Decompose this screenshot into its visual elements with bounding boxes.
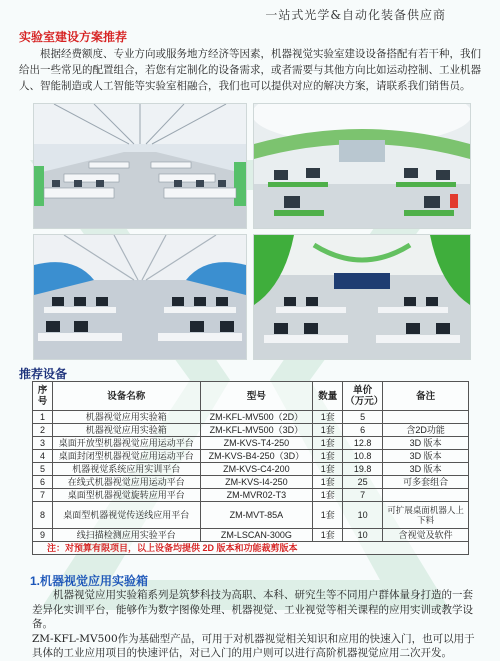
table-row [33,502,469,529]
company-tagline: 一站式光学&自动化装备供应商 [265,8,446,22]
table-footnote: 注：对预算有限项目，以上设备均提供 2D 版本和功能裁剪版本 [33,542,469,555]
cell-no: 5 [33,463,53,476]
product-paragraph-2: ZM-KFL-MV500作为基础型产品，可用于对机器视觉相关知识和应用的快速入门，也可以用于具体的工业应用项目的快速评估，对已入门的用户则可以进行高阶机器视觉应用二次开发。 [32,632,475,659]
cell-note: 含视觉及软件 [383,529,469,542]
cell-qty: 1套 [313,489,343,502]
cell-note [383,489,469,502]
table-row [33,411,469,424]
cell-qty: 1套 [313,529,343,542]
cell-qty: 1套 [313,463,343,476]
cell-no: 8 [33,502,53,529]
lab-photo-2 [253,103,471,229]
cell-name: 桌面封闭型机器视觉应用运动平台 [52,450,200,463]
cell-note: 3D 版本 [383,463,469,476]
column-header-note: 备注 [383,382,469,411]
cell-price: 7 [343,489,383,502]
cell-qty: 1套 [313,450,343,463]
cell-price: 19.8 [343,463,383,476]
cell-model: ZM-MVR02-T3 [200,489,313,502]
cell-name: 机器视觉系统应用实训平台 [52,463,200,476]
equipment-table [32,381,469,555]
table-row [33,476,469,489]
cell-price: 12.8 [343,437,383,450]
cell-note: 3D 版本 [383,450,469,463]
lab-photo-3 [33,234,247,360]
cell-price: 6 [343,424,383,437]
column-header-price: 单价（万元） [343,382,383,411]
cell-note: 可扩展桌面机器人上下料 [383,502,469,529]
cell-name: 在线式机器视觉应用运动平台 [52,476,200,489]
table-footnote-row [33,542,469,555]
cell-model: ZM-KVS-T4-250 [200,437,313,450]
cell-note: 可多套组合 [383,476,469,489]
cell-note [383,411,469,424]
cell-price: 10 [343,502,383,529]
cell-no: 7 [33,489,53,502]
product-description [32,588,482,661]
cell-price: 5 [343,411,383,424]
cell-name: 机器视觉应用实验箱 [52,411,200,424]
cell-model: ZM-KVS-I4-250 [200,476,313,489]
cell-model: ZM-KFL-MV500（3D） [200,424,313,437]
cell-qty: 1套 [313,502,343,529]
cell-no: 2 [33,424,53,437]
cell-no: 6 [33,476,53,489]
table-row [33,437,469,450]
cell-no: 9 [33,529,53,542]
lab-photo-4 [253,234,471,360]
cell-no: 3 [33,437,53,450]
cell-no: 4 [33,450,53,463]
cell-name: 桌面型机器视觉传送线应用平台 [52,502,200,529]
lab-section-title: 实验室建设方案推荐 [19,30,128,44]
table-row [33,463,469,476]
table-row [33,489,469,502]
column-header-model: 型号 [200,382,313,411]
cell-name: 线扫描检测应用实验平台 [52,529,200,542]
table-row [33,424,469,437]
lab-photo-1 [33,103,247,229]
cell-price: 25 [343,476,383,489]
cell-qty: 1套 [313,424,343,437]
cell-model: ZM-KVS-B4-250（3D） [200,450,313,463]
column-header-no: 序号 [33,382,53,411]
cell-note: 含2D功能 [383,424,469,437]
cell-no: 1 [33,411,53,424]
table-row [33,529,469,542]
cell-name: 机器视觉应用实验箱 [52,424,200,437]
column-header-name: 设备名称 [52,382,200,411]
cell-model: ZM-MVT-85A [200,502,313,529]
equipment-section-title: 推荐设备 [19,367,68,381]
cell-qty: 1套 [313,437,343,450]
cell-name: 桌面型机器视觉旋转应用平台 [52,489,200,502]
cell-note: 3D 版本 [383,437,469,450]
cell-price: 10.8 [343,450,383,463]
cell-model: ZM-LSCAN-300G [200,529,313,542]
cell-name: 桌面开放型机器视觉应用运动平台 [52,437,200,450]
cell-price: 10 [343,529,383,542]
cell-qty: 1套 [313,476,343,489]
column-header-qty: 数量 [313,382,343,411]
lab-intro-paragraph: 根据经费额度、专业方向或服务地方经济等因素，机器视觉实验室建设设备搭配有若干种，我们给出一些常见的配置组合，若您有定制化的设备需求，或者需要与其他方向比如运动控制、工业机器人、智能制造或人工智能等实验室相融合，我们也可以提供对应的解决方案，请联系我们销售员。 [19,48,481,92]
product-section-title: 1.机器视觉应用实验箱 [30,574,149,588]
table-header-row [33,382,469,411]
cell-model: ZM-KFL-MV500（2D） [200,411,313,424]
product-paragraph-1: 机器视觉应用实验箱系列是筑梦科技为高职、本科、研究生等不同用户群体量身打造的一套差异化实训平台，能够作为数字图像处理、机器视觉、工业视觉等相关课程的应用实训或教学设备。 [32,589,473,630]
cell-qty: 1套 [313,411,343,424]
table-row [33,450,469,463]
cell-model: ZM-KVS-C4-200 [200,463,313,476]
